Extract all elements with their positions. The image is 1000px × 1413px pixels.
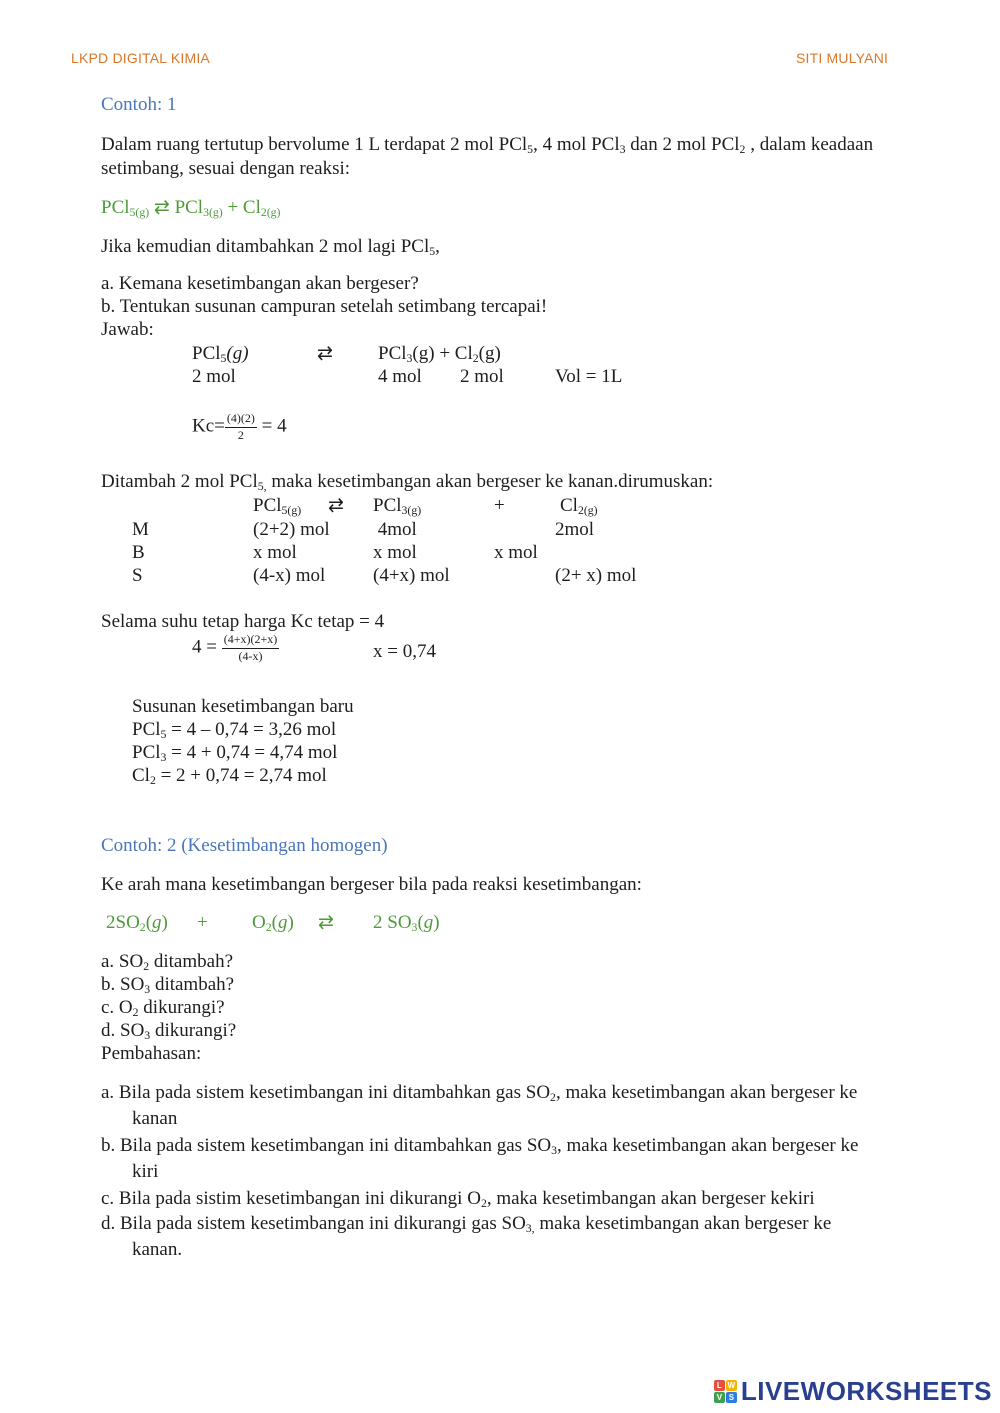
ex2-reactant-o2: $O_2(g)$	[252, 912, 294, 934]
ex1-paragraph-line2: setimbang, sesuai dengan reaksi:	[101, 158, 351, 179]
ex2-product-so3: 2 $SO_3(g)$	[373, 912, 440, 934]
table-head-plus: +	[494, 495, 505, 516]
kc-expression: Kc= $\frac{(4)(2)}{2}$ = 4	[192, 411, 287, 442]
table-cell: x mol	[253, 542, 297, 563]
answer-c: c. Bila pada sistim kesetimbangan ini dikurangi $O_2$, maka kesetimbangan akan bergeser kekiri	[101, 1188, 815, 1210]
answer-d-cont: kanan.	[132, 1239, 183, 1260]
table-row-label: B	[132, 542, 145, 563]
eq-right: $PCl_3(g) + Cl_2(g)$	[378, 343, 501, 365]
table-cell: (2+ x) mol	[555, 565, 637, 586]
equation-2: 4 = $\frac{(4+x)(2+x)}{(4-x)}$	[192, 632, 278, 663]
answer-a: a. Bila pada sistem kesetimbangan ini ditambahkan gas $SO_2$, maka kesetimbangan akan bergeser ke	[101, 1082, 858, 1104]
ex2-arrow: ⇄	[318, 912, 334, 933]
table-cell: x mol	[373, 542, 417, 563]
table-head-pcl3: PCl$_{3(g)}$	[373, 495, 422, 517]
liveworksheets-logo	[714, 1376, 992, 1407]
question-a: a. Kemana kesetimbangan akan bergeser?	[101, 273, 419, 294]
mol-cl2: 2 mol	[460, 366, 504, 387]
new-equilibrium-title: Susunan kesetimbangan baru	[132, 696, 354, 717]
answer-b-cont: kiri	[132, 1161, 159, 1182]
ex2-question-d: d. $SO_3$ dikurangi?	[101, 1020, 237, 1042]
equation-2-fraction: $\frac{(4+x)(2+x)}{(4-x)}$	[223, 632, 278, 663]
logo-text: LIVEWORKSHEETS	[740, 1376, 992, 1406]
table-cell: (2+2) mol	[253, 519, 330, 540]
header-left: LKPD DIGITAL KIMIA	[71, 50, 210, 66]
kc-constant-statement: Selama suhu tetap harga Kc tetap = 4	[101, 611, 385, 632]
ex1-reaction: PCl$_{5(g)}$ ⇄ $PCl_{3(g)} + Cl_{2(g)}$	[101, 197, 281, 219]
logo-icon	[714, 1380, 737, 1403]
logo-tile: S	[726, 1392, 737, 1403]
discussion-label: Pembahasan:	[101, 1043, 202, 1064]
table-head-pcl5: PCl$_{5(g)}$	[253, 495, 302, 517]
question-b: b. Tentukan susunan campuran setelah setimbang tercapai!	[101, 296, 548, 317]
answer-label: Jawab:	[101, 319, 154, 340]
eq-left: PCl$_5$(g)	[192, 343, 249, 365]
ex1-paragraph-line1: Dalam ruang tertutup bervolume 1 L terdapat 2 mol PCl$_5$, 4 mol PCl$_3$ dan 2 mol PCl$_2$ , dalam keadaan	[101, 134, 874, 156]
table-head-cl2: $Cl_{2(g)}$	[560, 495, 598, 517]
answer-a-cont: kanan	[132, 1108, 178, 1129]
answer-d: d. Bila pada sistem kesetimbangan ini dikurangi gas $SO_{3,}$ maka kesetimbangan akan bergeser ke	[101, 1213, 832, 1235]
mol-pcl3: 4 mol	[378, 366, 422, 387]
kc-fraction: $\frac{(4)(2)}{2}$	[226, 411, 255, 442]
x-value: x = 0,74	[373, 641, 436, 662]
ex2-plus: +	[197, 912, 208, 933]
table-cell: (4+x) mol	[373, 565, 450, 586]
example-1-title: Contoh: 1	[101, 94, 177, 115]
table-head-arrow: ⇄	[328, 495, 344, 516]
new-pcl5: PCl$_5$ = 4 – 0,74 = 3,26 mol	[132, 719, 337, 741]
eq-arrow: ⇄	[317, 343, 333, 364]
ex2-question-a: a. $SO_2$ ditambah?	[101, 951, 234, 973]
example-2-title: Contoh: 2 (Kesetimbangan homogen)	[101, 835, 388, 856]
ex2-reactant-so2: $2SO_2(g)$	[106, 912, 168, 934]
logo-tile: V	[714, 1392, 725, 1403]
new-pcl3: PCl$_3$ = 4 + 0,74 = 4,74 mol	[132, 742, 338, 764]
ex2-question-c: c. $O_2$ dikurangi?	[101, 997, 225, 1019]
ex1-added-text: Jika kemudian ditambahkan 2 mol lagi PCl$_5$,	[101, 236, 440, 258]
table-cell: (4-x) mol	[253, 565, 326, 586]
volume: Vol = 1L	[555, 366, 623, 387]
ex2-question-b: b. $SO_3$ ditambah?	[101, 974, 235, 996]
table-cell: 4mol	[373, 519, 417, 540]
logo-tile: L	[714, 1380, 725, 1391]
logo-tile: W	[727, 1381, 736, 1390]
table-cell: 2mol	[555, 519, 595, 540]
table-row-label: S	[132, 565, 143, 586]
header-right: SITI MULYANI	[796, 50, 889, 66]
ex2-question: Ke arah mana kesetimbangan bergeser bila pada reaksi kesetimbangan:	[101, 874, 642, 895]
new-cl2: $Cl_2 = 2 + 0,74 = 2,74$ mol	[132, 765, 327, 787]
shift-statement: Ditambah 2 mol PCl$_{5,}$ maka kesetimbangan akan bergeser ke kanan.dirumuskan:	[101, 471, 714, 493]
table-cell: x mol	[494, 542, 538, 563]
answer-b: b. Bila pada sistem kesetimbangan ini ditambahkan gas $SO_3$, maka kesetimbangan akan bergeser ke	[101, 1135, 859, 1157]
mol-pcl5: 2 mol	[192, 366, 236, 387]
table-row-label: M	[132, 519, 149, 540]
